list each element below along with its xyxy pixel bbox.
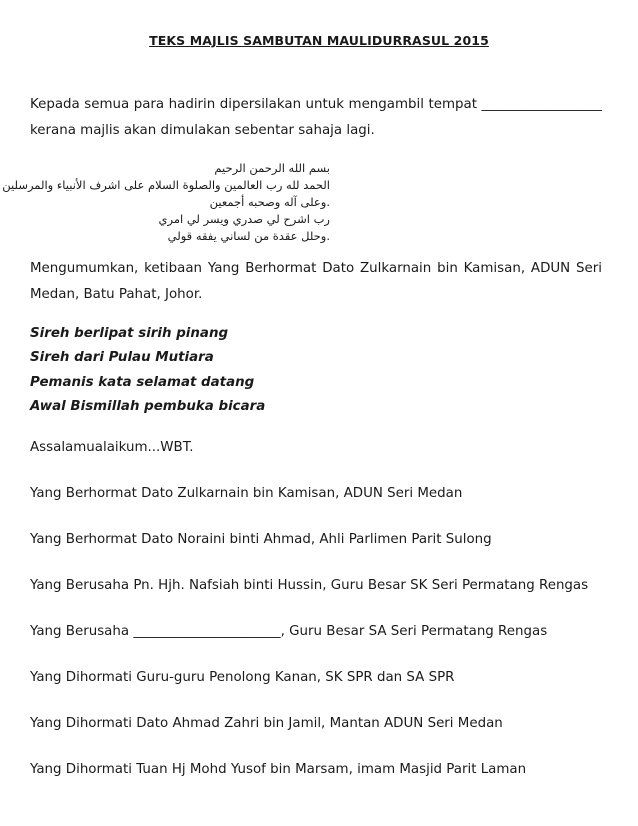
honorific-line: Yang Berhormat Dato Zulkarnain bin Kamisan, ADUN Seri Medan [30,486,463,501]
document-title: TEKS MAJLIS SAMBUTAN MAULIDURRASUL 2015 [149,33,489,48]
intro-paragraph: Kepada semua para hadirin dipersilakan untuk mengambil tempat __________________ kerana majlis akan dimulakan sebentar sahaja lagi. [30,97,602,138]
honorific-line: Yang Dihormati Dato Ahmad Zahri bin Jamil, Mantan ADUN Seri Medan [30,716,503,731]
honorific-line: Yang Dihormati Guru-guru Penolong Kanan, SK SPR dan SA SPR [30,670,455,685]
arabic-line: الحمد لله رب العالمين والصلوة السلام على اشرف الأنبياء والمرسلين [2,178,330,192]
arabic-line: بسم الله الرحمن الرحيم [214,161,330,175]
honorific-line: Yang Berusaha ______________________, Guru Besar SA Seri Permatang Rengas [30,624,548,639]
pantun-line: Pemanis kata selamat datang [30,374,255,390]
pantun-line: Sireh dari Pulau Mutiara [30,350,214,366]
arabic-line: رب اشرح لي صدري ويسر لي امري [158,212,330,226]
announcement-paragraph: Mengumumkan, ketibaan Yang Berhormat Dato Zulkarnain bin Kamisan, ADUN Seri Medan, Batu Pahat, Johor. [30,261,602,302]
arabic-line: .وحلل عقدة من لساني يفقه قولي [167,229,330,243]
honorific-line: Yang Dihormati Tuan Hj Mohd Yusof bin Marsam, imam Masjid Parit Laman [30,762,527,777]
arabic-prayer [2,160,330,245]
honorific-line: Yang Berhormat Dato Noraini binti Ahmad, Ahli Parlimen Parit Sulong [30,532,492,547]
pantun-verse [30,322,265,419]
pantun-line: Awal Bismillah pembuka bicara [30,398,266,414]
greeting-line: Assalamualaikum...WBT. [30,440,194,455]
arabic-line: .وعلى آله وصحبه أجمعين [209,195,330,209]
pantun-line: Sireh berlipat sirih pinang [30,326,229,341]
honorific-line: Yang Berusaha Pn. Hjh. Nafsiah binti Hussin, Guru Besar SK Seri Permatang Rengas [30,578,589,593]
